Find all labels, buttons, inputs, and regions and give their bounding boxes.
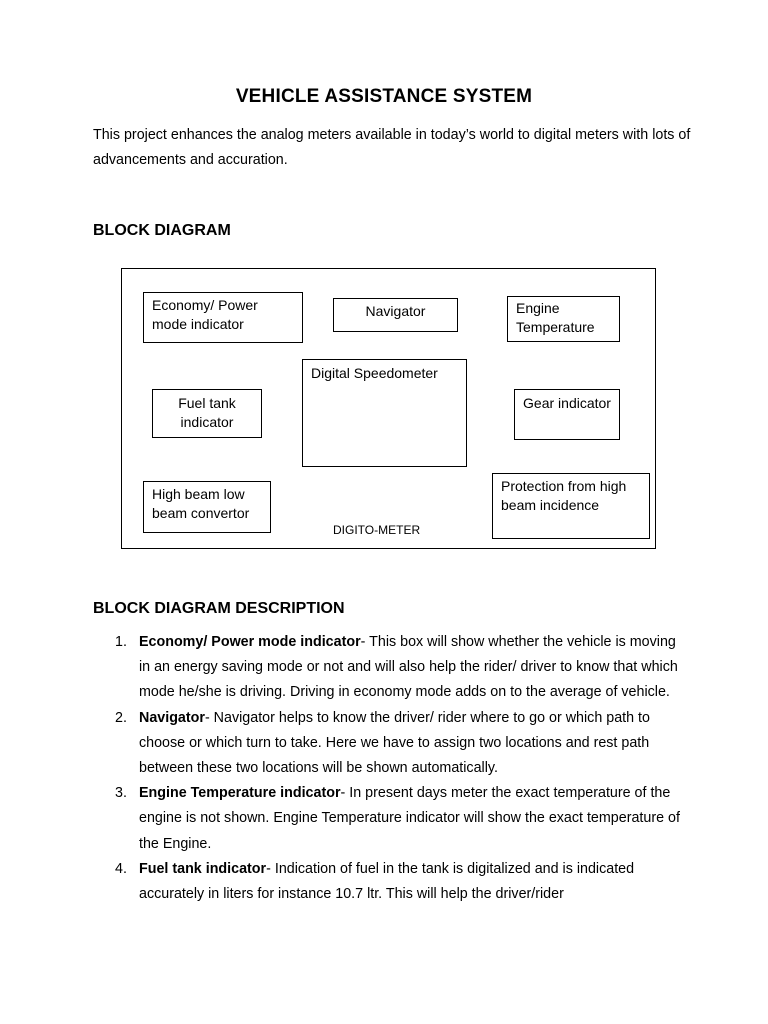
list-item-text: - Indication of fuel in the tank is digitalized and is indicated accurately in liters for instance 10.7 ltr. This will help the driver/rider [139,860,635,903]
list-item-number: 4. [115,860,127,877]
block-protection-high-beam: Protection from high beam incidence [492,473,650,539]
list-item [93,857,683,907]
block-engine-temperature: Engine Temperature [507,296,620,342]
diagram-caption: DIGITO-METER [333,523,421,537]
list-item-term: Navigator [139,709,205,726]
block-fuel-tank-indicator: Fuel tank indicator [152,389,262,438]
block-gear-indicator: Gear indicator [514,389,620,440]
block-diagram-heading: BLOCK DIAGRAM [93,222,231,239]
block-economy-power-mode: Economy/ Power mode indicator [143,292,303,343]
description-list [93,630,683,907]
block-navigator: Navigator [333,298,458,332]
list-item-text: - Navigator helps to know the driver/ rider where to go or which path to choose or which turn to take. Here we have to assign two locations and rest path between these two locations will be shown automatically. [139,709,650,777]
list-item-text: - In present days meter the exact temperature of the engine is not shown. Engine Temperature indicator will show the exact temperature of the Engine. [139,785,680,852]
block-digital-speedometer: Digital Speedometer [302,359,467,467]
list-item-term: Economy/ Power mode indicator [139,634,361,650]
list-item-text: - This box will show whether the vehicle is moving in an energy saving mode or not and will also help the rider/ driver to know that which mode he/she is driving. Driving in economy mode adds on to the average of vehicle. [139,634,678,701]
list-item-number: 2. [115,709,127,726]
list-item [93,630,683,706]
list-item-term: Engine Temperature indicator [139,785,341,802]
block-beam-convertor: High beam low beam convertor [143,481,271,533]
list-item [93,706,683,782]
list-item-number: 1. [115,634,127,650]
page-title: VEHICLE ASSISTANCE SYSTEM [235,86,533,107]
intro-paragraph: This project enhances the analog meters available in today’s world to digital meters with lots of advancements and accuration. [93,127,691,168]
list-item-term: Fuel tank indicator [139,860,267,877]
description-heading: BLOCK DIAGRAM DESCRIPTION [93,600,345,617]
block-diagram [121,268,656,549]
list-item-number: 3. [115,785,127,802]
list-item [93,781,683,857]
